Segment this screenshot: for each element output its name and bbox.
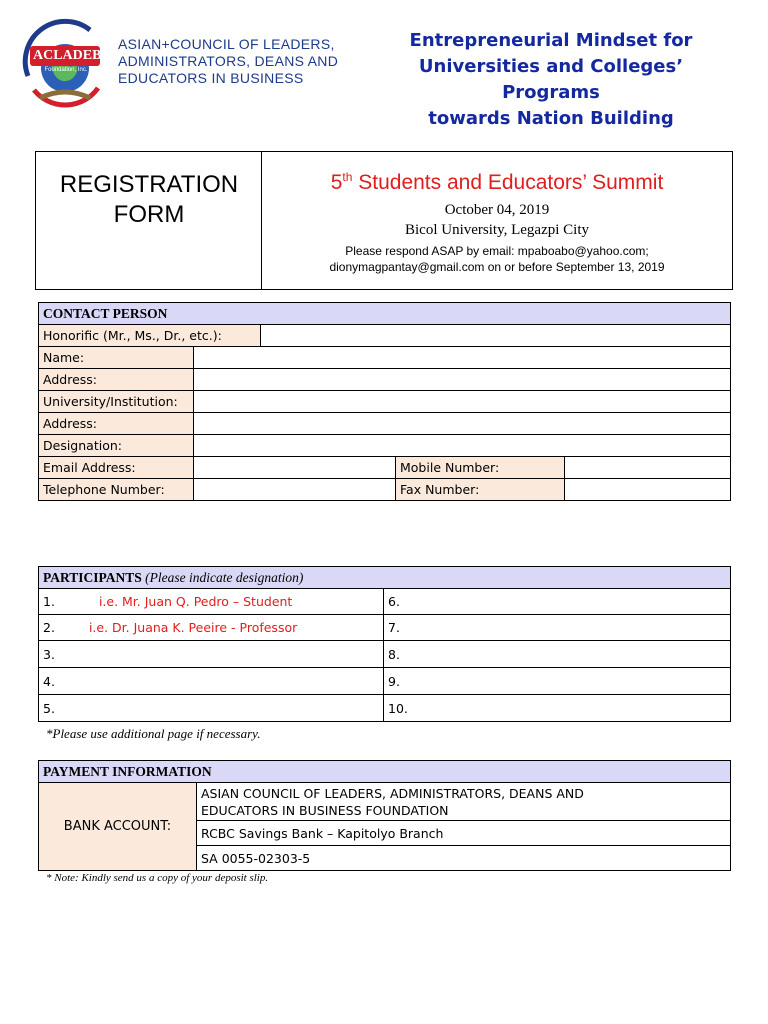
university-field[interactable] xyxy=(194,391,731,413)
summit-ordinal-suffix: th xyxy=(342,170,353,184)
designation-field[interactable] xyxy=(194,435,731,457)
registration-title-cell xyxy=(36,152,262,289)
name-field[interactable] xyxy=(194,347,731,369)
theme-line: Universities and Colleges’ Programs xyxy=(418,56,684,103)
participant-slot[interactable] xyxy=(39,589,384,615)
honorific-field[interactable] xyxy=(261,325,731,347)
bank-account-label-text: BANK ACCOUNT: xyxy=(63,819,172,834)
participant-slot[interactable] xyxy=(39,615,384,641)
participant-slot[interactable] xyxy=(39,641,384,668)
participants-heading-note: (Please indicate designation) xyxy=(145,569,304,585)
theme-line: towards Nation Building xyxy=(428,108,674,129)
respond-instructions xyxy=(262,243,732,275)
participants-heading-text: PARTICIPANTS xyxy=(43,569,142,585)
theme-line: Entrepreneurial Mindset for xyxy=(409,30,693,51)
registration-header-box xyxy=(35,151,733,290)
participants-heading xyxy=(39,567,731,589)
institution-address-label: Address: xyxy=(39,413,194,435)
participant-slot[interactable] xyxy=(384,695,731,722)
account-number: SA 0055-02303-5 xyxy=(197,846,731,871)
mobile-label: Mobile Number: xyxy=(396,457,565,479)
payment-heading: PAYMENT INFORMATION xyxy=(39,761,731,783)
designation-label: Designation: xyxy=(39,435,194,457)
participant-number: 7. xyxy=(388,620,400,635)
participant-example: i.e. Mr. Juan Q. Pedro – Student xyxy=(98,594,293,609)
acladeb-logo xyxy=(20,18,110,110)
organization-name xyxy=(118,36,378,87)
account-name-line: ASIAN COUNCIL OF LEADERS, ADMINISTRATORS, DEANS AND xyxy=(201,785,584,801)
participant-slot[interactable] xyxy=(384,615,731,641)
payment-note: * Note: Kindly send us a copy of your deposit slip. xyxy=(46,872,269,884)
summit-ordinal: 5 xyxy=(330,171,343,194)
event-venue: Bicol University, Legazpi City xyxy=(405,222,589,238)
participant-number: 5. xyxy=(43,700,55,716)
participant-number: 8. xyxy=(388,646,400,662)
summit-title xyxy=(262,164,732,196)
event-date: October 04, 2019 xyxy=(444,202,550,218)
org-name-line: ADMINISTRATORS, DEANS AND xyxy=(118,53,339,69)
title-line: FORM xyxy=(113,201,185,228)
participant-number: 1. xyxy=(43,594,55,609)
summit-name: Students and Educators’ Summit xyxy=(352,171,664,194)
institution-address-field[interactable] xyxy=(194,413,731,435)
bank-account-label xyxy=(39,783,197,871)
org-name-line: ASIAN+COUNCIL OF LEADERS, xyxy=(118,36,335,52)
participant-slot[interactable] xyxy=(39,668,384,695)
event-theme xyxy=(370,28,732,132)
account-name xyxy=(197,783,731,821)
address-label: Address: xyxy=(39,369,194,391)
honorific-label: Honorific (Mr., Ms., Dr., etc.): xyxy=(39,325,261,347)
account-name-line: EDUCATORS IN BUSINESS FOUNDATION xyxy=(201,802,449,818)
participants-note: *Please use additional page if necessary. xyxy=(46,726,261,741)
participant-number: 3. xyxy=(43,646,55,662)
telephone-label: Telephone Number: xyxy=(39,479,194,501)
org-name-line: EDUCATORS IN BUSINESS xyxy=(118,70,304,86)
participant-example: i.e. Dr. Juana K. Peeire - Professor xyxy=(88,620,298,635)
bank-branch: RCBC Savings Bank – Kapitolyo Branch xyxy=(197,821,731,846)
university-label: University/Institution: xyxy=(39,391,194,413)
address-field[interactable] xyxy=(194,369,731,391)
participant-number: 9. xyxy=(388,673,400,689)
title-line: REGISTRATION xyxy=(59,171,239,198)
mobile-field[interactable] xyxy=(565,457,731,479)
participant-slot[interactable] xyxy=(384,668,731,695)
participant-slot[interactable] xyxy=(384,589,731,615)
payment-table xyxy=(38,760,731,871)
participants-table xyxy=(38,566,731,722)
email-field[interactable] xyxy=(194,457,396,479)
registration-title xyxy=(36,170,262,230)
fax-label: Fax Number: xyxy=(396,479,565,501)
fax-field[interactable] xyxy=(565,479,731,501)
participant-number: 6. xyxy=(388,594,400,609)
respond-line: dionymagpantay@gmail.com on or before September 13, 2019 xyxy=(329,260,665,274)
logo-text: ACLADEB xyxy=(33,48,102,63)
telephone-field[interactable] xyxy=(194,479,396,501)
email-label: Email Address: xyxy=(39,457,194,479)
name-label: Name: xyxy=(39,347,194,369)
contact-person-table xyxy=(38,302,731,501)
respond-line: Please respond ASAP by email: mpaboabo@yahoo.com; xyxy=(345,244,649,258)
participant-number: 10. xyxy=(388,700,408,716)
contact-heading: CONTACT PERSON xyxy=(39,303,731,325)
participant-slot[interactable] xyxy=(384,641,731,668)
participant-number: 4. xyxy=(43,673,55,689)
participant-number: 2. xyxy=(43,620,55,635)
logo-subtext: Foundation, Inc. xyxy=(44,67,88,73)
participant-slot[interactable] xyxy=(39,695,384,722)
